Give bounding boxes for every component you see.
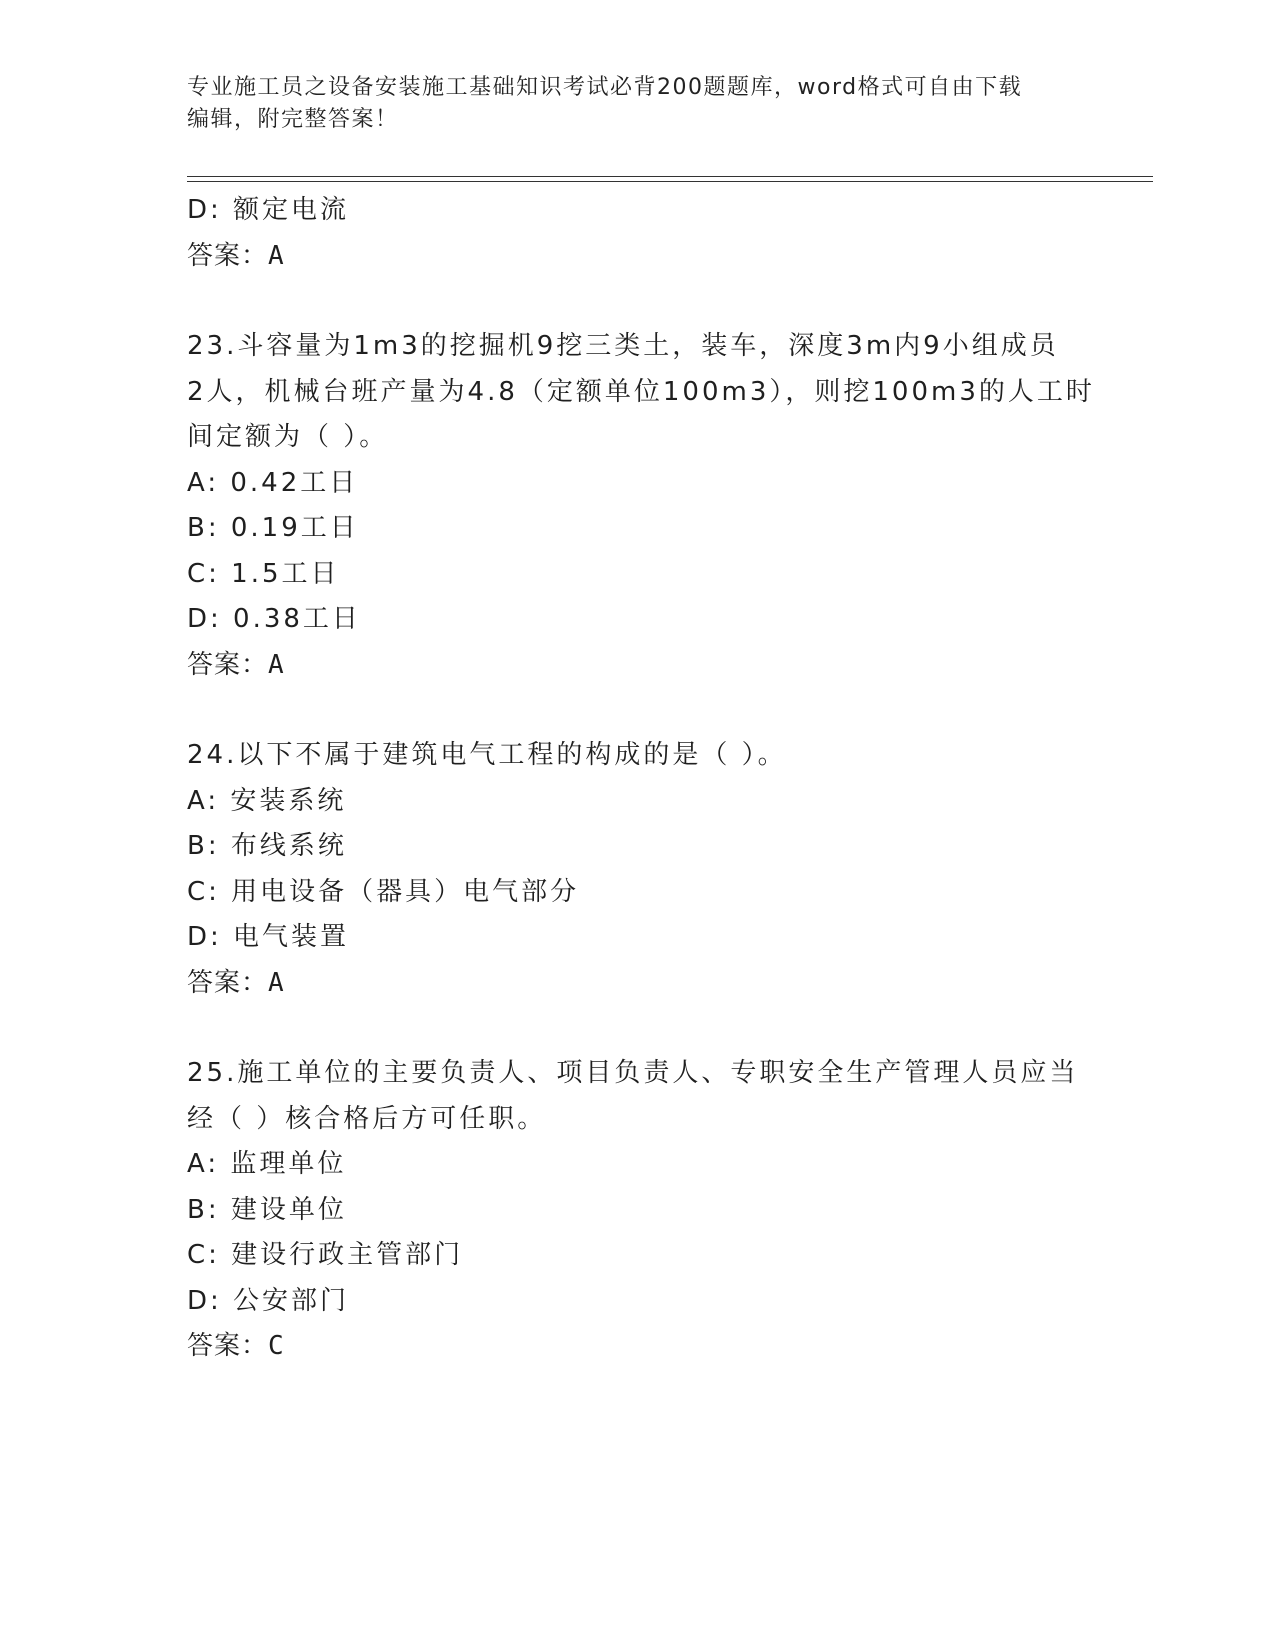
question-24 <box>187 733 1087 1006</box>
answer-line <box>187 961 1087 1007</box>
header-line-1: 专业施工员之设备安装施工基础知识考试必背200题题库，word格式可自由下载 <box>187 75 1023 100</box>
document-header <box>187 72 1087 136</box>
option-a: A: 0.42工日 <box>187 467 359 498</box>
question-stem-line: 2人，机械台班产量为4.8（定额单位100m3），则挖100m3的人工时 <box>187 376 1095 407</box>
option-d: D: 电气装置 <box>187 922 350 952</box>
question-stem-line: 23.斗容量为1m3的挖掘机9挖三类土，装车，深度3m内9小组成员 <box>187 331 1059 361</box>
option-c: C: 1.5工日 <box>187 558 340 589</box>
question-stem-line: 24.以下不属于建筑电气工程的构成的是（ ）。 <box>187 740 787 770</box>
option-b: B: 0.19工日 <box>187 513 359 543</box>
answer-label: 答案： <box>187 967 269 998</box>
option-a: A: 监理单位 <box>187 1149 347 1179</box>
question-25 <box>187 1051 1087 1370</box>
header-line-2: 编辑，附完整答案！ <box>187 107 399 132</box>
question-stem-line: 25.施工单位的主要负责人、项目负责人、专职安全生产管理人员应当 <box>187 1058 1079 1088</box>
option-c: C: 用电设备（器具）电气部分 <box>187 876 580 907</box>
answer-value: A <box>268 240 285 271</box>
question-23 <box>187 324 1095 688</box>
header-divider-top <box>187 176 1153 177</box>
answer-line <box>187 1324 1087 1370</box>
option-a: A: 安装系统 <box>187 785 347 816</box>
answer-line <box>187 234 1087 280</box>
answer-label: 答案： <box>187 649 269 680</box>
answer-line <box>187 643 1087 689</box>
option-b: B: 建设单位 <box>187 1194 347 1225</box>
answer-value: C <box>268 1331 285 1361</box>
answer-value: A <box>268 967 285 998</box>
option-c: C: 建设行政主管部门 <box>187 1240 464 1270</box>
option-d: D: 额定电流 <box>187 195 350 225</box>
option-b: B: 布线系统 <box>187 831 347 861</box>
question-stem-line: 经（ ）核合格后方可任职。 <box>187 1103 547 1134</box>
answer-value: A <box>268 649 285 680</box>
answer-label: 答案： <box>187 1331 269 1361</box>
option-d: D: 公安部门 <box>187 1285 350 1316</box>
option-d: D: 0.38工日 <box>187 604 361 634</box>
header-divider-bottom <box>187 181 1153 182</box>
question-stem-line: 间定额为（ ）。 <box>187 422 389 452</box>
question-content <box>187 188 1095 1370</box>
partial-question <box>187 188 1087 279</box>
answer-label: 答案： <box>187 240 269 271</box>
